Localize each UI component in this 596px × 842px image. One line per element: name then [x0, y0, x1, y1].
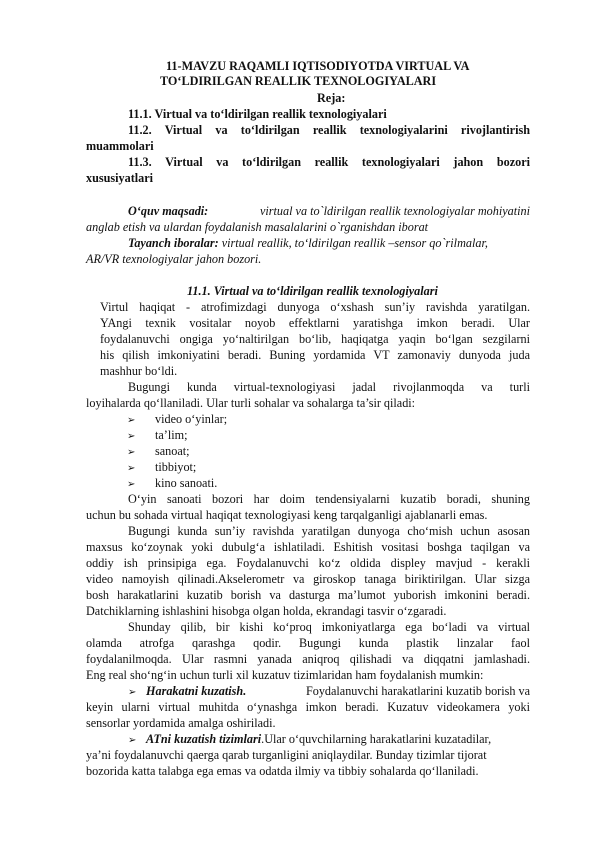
arrow-bullet-icon: ➢	[127, 463, 136, 474]
title-line-2: TO‘LDIRILGAN REALLIK TEXNOLOGIYALARI	[160, 74, 437, 88]
motion-tracking-label: Harakatni kuzatish.	[146, 684, 247, 698]
motion-tracking-text: Foydalanuvchi harakatlarini kuzatib borish va	[305, 684, 530, 698]
goal-line-2: anglab etish va ulardan foydalanish masalalarini o`rganishdan iborat	[86, 220, 429, 234]
bullet-item-3: sanoat;	[155, 444, 190, 458]
arrow-bullet-icon: ➢	[127, 415, 136, 426]
arrow-bullet-icon: ➢	[128, 687, 137, 698]
p3-line-1: O‘yin sanoati bozori har doim tendensiyalarni kuzatib boradi, shuning	[128, 492, 530, 506]
p5-line-4: Eng real sho‘ng‘in uchun turli xil kuzatuv tizimlaridan ham foydalanish mumkin:	[86, 668, 484, 682]
arrow-bullet-icon: ➢	[128, 735, 137, 746]
eye-tracking-line-3: bozorida katta talabga ega emas va odatda ilmiy va tibbiy sohalarda qo‘llaniladi.	[86, 764, 479, 778]
p4-line-5: bosh harakatlarini kuzatib borish va dasturga ma’lumot yuborish imkonini beradi.	[86, 588, 530, 602]
bullet-item-4: tibbiyot;	[155, 460, 197, 474]
plan-item-1: 11.1. Virtual va to‘ldirilgan reallik texnologiyalari	[128, 107, 387, 121]
plan-item-3: 11.3. Virtual va to‘ldirilgan reallik texnologiyalari jahon bozori	[128, 155, 530, 169]
plan-item-2-cont: muammolari	[86, 139, 154, 153]
p2-line-2: loyihalarda qo‘llaniladi. Ular turli sohalar va sohalarga ta’sir qiladi:	[86, 396, 416, 410]
section-heading: 11.1. Virtual va to‘ldirilgan reallik texnologiyalari	[187, 284, 438, 298]
p2-line-1: Bugungi kunda virtual-texnologiyasi jadal rivojlanmoqda va turli	[128, 380, 530, 394]
plan-item-2: 11.2. Virtual va to‘ldirilgan reallik texnologiyalarini rivojlantirish	[128, 123, 530, 137]
motion-tracking-line-2: keyin ularni virtual muhitda o‘ynashga imkon beradi. Kuzatuv videokamera yoki	[86, 700, 530, 714]
p5-line-3: foydalanilmoqda. Ular rasmni yanada aniqroq qilishadi va diqqatni jamlashadi.	[86, 652, 530, 666]
p3-line-2: uchun bu sohada virtual haqiqat texnologiyasi keng tarqalganligi ajablanarli emas.	[86, 508, 488, 522]
p1-line-5: mashhur bo‘ldi.	[100, 364, 178, 378]
p1-line-4: his qilish imkoniyatini beradi. Buning yordamida VT zamonaviy dunyoda juda	[100, 348, 530, 362]
p1-line-1: Virtul haqiqat - atrofimizdagi dunyoga o‘xshash sun’iy ravishda yaratilgan.	[100, 300, 530, 314]
terms-label: Tayanch iboralar:	[128, 236, 219, 250]
p4-line-3: oddiy ish prinsipiga ega. Foydalanuvchi ko‘z oldida displey mavjud - kerakli	[86, 556, 530, 570]
arrow-bullet-icon: ➢	[127, 447, 136, 458]
title-line-1: 11-MAVZU RAQAMLI IQTISODIYOTDA VIRTUAL VA	[166, 59, 470, 73]
goal-label: O‘quv maqsadi:	[128, 204, 209, 218]
terms-text: virtual reallik, to‘ldirilgan reallik –sensor qo`rilmalar,	[218, 236, 488, 250]
terms-line-1	[128, 235, 488, 251]
arrow-bullet-icon: ➢	[127, 479, 136, 490]
plan-label: Reja:	[317, 91, 346, 105]
p5-line-2: olamda atrofga qarashga qodir. Bugungi kunda plastik linzalar faol	[86, 636, 530, 650]
p1-line-3: foydalanuvchi ongiga yo‘naltirilgan bo‘lib, haqiqatga yaqin bo‘lgan sezgilarni	[100, 332, 530, 346]
p4-line-6: Datchiklarning ishlashini hisobga olgan holda, ekrandagi tasvir o‘zgaradi.	[86, 604, 447, 618]
p1-line-2: YAngi texnik vositalar noyob effektlarni yaratishga imkon beradi. Ular	[100, 316, 530, 330]
bullet-item-2: ta’lim;	[155, 428, 188, 442]
goal-text: virtual va to`ldirilgan reallik texnologiyalar mohiyatini	[259, 204, 530, 218]
bullet-item-1: video o‘yinlar;	[155, 412, 228, 426]
eye-tracking-line-2: ya’ni foydalanuvchi qaerga qarab turganligini aniqlaydilar. Bunday tizimlar tijorat	[86, 748, 487, 762]
eye-tracking-line-1	[146, 731, 491, 747]
motion-tracking-line-1	[146, 683, 530, 699]
eye-tracking-label: ATni kuzatish tizimlari	[146, 732, 262, 746]
terms-line-2: AR/VR texnologiyalar jahon bozori.	[86, 252, 262, 266]
bullet-item-5: kino sanoati.	[155, 476, 218, 490]
p4-line-4: video namoyish qilinadi.Akselerometr va giroskop tanaga biriktirilgan. Ular sizga	[86, 572, 530, 586]
goal-line-1	[128, 203, 530, 219]
arrow-bullet-icon: ➢	[127, 431, 136, 442]
eye-tracking-text: .Ular o‘quvchilarning harakatlarini kuzatadilar,	[261, 732, 492, 746]
p4-line-2: maxsus ko‘zoynak yoki dubulg‘a ishlatiladi. Eshitish vositasi boshga taqilgan va	[86, 540, 530, 554]
p4-line-1: Bugungi kunda sun’iy ravishda yaratilgan dunyoga cho‘mish uchun asosan	[128, 524, 530, 538]
plan-item-3-cont: xususiyatlari	[86, 171, 154, 185]
motion-tracking-line-3: sensorlar yordamida amalga oshiriladi.	[86, 716, 276, 730]
p5-line-1: Shunday qilib, bir kishi ko‘proq imkoniyatlarga ega bo‘ladi va virtual	[128, 620, 530, 634]
